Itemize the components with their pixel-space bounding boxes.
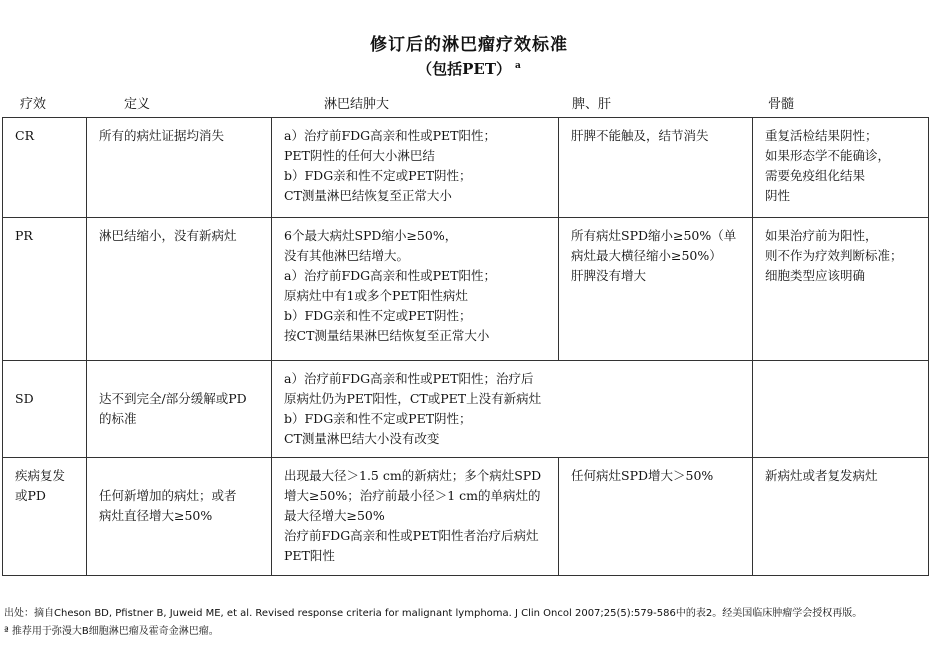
cell-bone-marrow: 如果治疗前为阳性， 则不作为疗效判断标准； 细胞类型应该明确 (753, 218, 929, 361)
document-subtitle (0, 58, 938, 79)
cell-lymph-nodes: 出现最大径＞1.5 cm的新病灶；多个病灶SPD 增大≥50%；治疗前最小径＞1 cm的单病灶的 最大径增大≥50% 治疗前FDG高亲和性或PET阳性者治疗后病灶 PET阳性 (272, 458, 559, 576)
cell-lymph-nodes: a）治疗前FDG高亲和性或PET阳性； PET阴性的任何大小淋巴结 b）FDG亲和性不定或PET阴性； CT测量淋巴结恢复至正常大小 (272, 118, 559, 218)
cell-response: SD (3, 361, 87, 458)
cell-lymph-nodes: a）治疗前FDG高亲和性或PET阳性；治疗后 原病灶仍为PET阳性，CT或PET上没有新病灶 b）FDG亲和性不定或PET阴性； CT测量淋巴结大小没有改变 (272, 361, 753, 458)
table-row-pd (3, 458, 929, 576)
cell-response: 疾病复发 或PD (3, 458, 87, 576)
cell-lymph-nodes: 6个最大病灶SPD缩小≥50%， 没有其他淋巴结增大。 a）治疗前FDG高亲和性或PET阳性； 原病灶中有1或多个PET阳性病灶 b）FDG亲和性不定或PET阴性； 按CT测量结果淋巴结恢复至正常大小 (272, 218, 559, 361)
recommendation-footnote: ª 推荐用于弥漫大B细胞淋巴瘤及霍奇金淋巴瘤。 (4, 626, 219, 637)
cell-spleen-liver: 任何病灶SPD增大＞50% (559, 458, 753, 576)
header-spleen-liver: 脾、肝 (572, 97, 612, 112)
cell-definition: 淋巴结缩小，没有新病灶 (87, 218, 272, 361)
document-title: 修订后的淋巴瘤疗效标准 (370, 35, 568, 55)
header-response: 疗效 (20, 97, 47, 112)
response-criteria-table (2, 117, 929, 576)
subtitle-text: （包括PET） (417, 60, 512, 78)
cell-definition: 所有的病灶证据均消失 (87, 118, 272, 218)
header-definition: 定义 (124, 97, 151, 112)
subtitle-footnote-mark: a (515, 61, 521, 71)
cell-bone-marrow-empty (753, 361, 929, 458)
cell-bone-marrow: 重复活检结果阴性； 如果形态学不能确诊， 需要免疫组化结果 阴性 (753, 118, 929, 218)
header-bone-marrow: 骨髓 (768, 97, 795, 112)
table-row-cr (3, 118, 929, 218)
source-footnote: 出处：摘自Cheson BD, Pfistner B, Juweid ME, et al. Revised response criteria for malignant lymphoma. J Clin Oncol 2007;25(5):579-586中的表2。经美国临床肿瘤学会授权再版。 (4, 608, 863, 619)
cell-response: PR (3, 218, 87, 361)
cell-spleen-liver: 肝脾不能触及，结节消失 (559, 118, 753, 218)
cell-bone-marrow: 新病灶或者复发病灶 (753, 458, 929, 576)
table-row-sd (3, 361, 929, 458)
table-row-pr (3, 218, 929, 361)
cell-definition: 任何新增加的病灶；或者 病灶直径增大≥50% (87, 458, 272, 576)
cell-response: CR (3, 118, 87, 218)
cell-spleen-liver: 所有病灶SPD缩小≥50%（单 病灶最大横径缩小≥50%） 肝脾没有增大 (559, 218, 753, 361)
header-lymph-nodes: 淋巴结肿大 (324, 97, 390, 112)
cell-definition: 达不到完全/部分缓解或PD 的标准 (87, 361, 272, 458)
